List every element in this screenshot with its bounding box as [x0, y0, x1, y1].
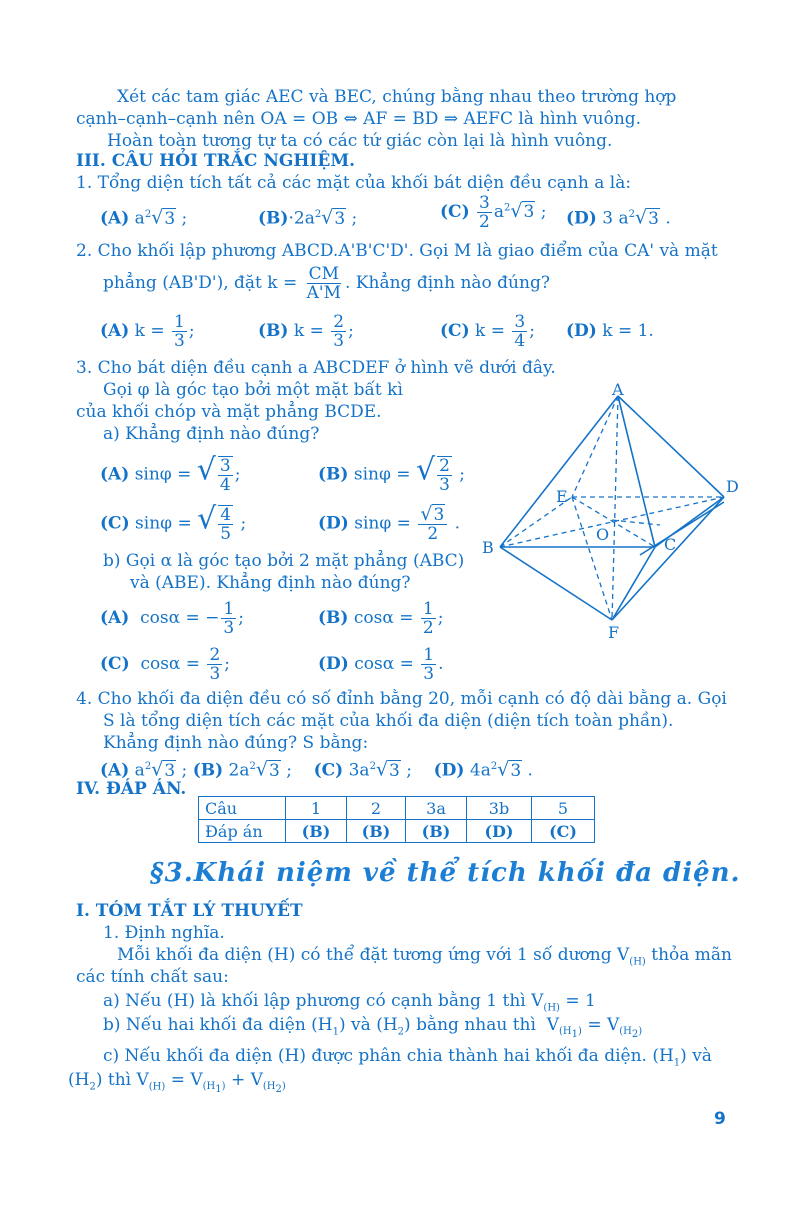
table-cell: (D) [467, 820, 532, 843]
q2-option-a: (A) k = $\frac{1}{3}$ ; [100, 312, 195, 351]
vertex-d-label: D [726, 477, 739, 496]
table-cell: 3b [467, 797, 532, 820]
vertex-c-label: C [664, 535, 677, 554]
property-a-sub: (H) [543, 1002, 560, 1014]
q1-option-c: (C) $\frac{3}{2}$ $a^2√3$ ; [440, 193, 547, 232]
q3-line-3: của khối chóp và mặt phẳng BCDE. [76, 402, 382, 422]
vertex-e-label: E [556, 487, 568, 506]
q3b-d-cos: cosα = [354, 654, 414, 674]
q2-option-b: (B) k = $\frac{2}{3}$ ; [258, 312, 354, 351]
property-b: b) Nếu hai khối đa diện $(H_1)$ và $(H_2)$ bằng nhau thì $V_{(H_1)} = V_{(H_2)}$ [103, 1015, 643, 1041]
page-number: 9 [714, 1109, 726, 1129]
table-cell: 3a [406, 797, 467, 820]
table-cell: (B) [347, 820, 406, 843]
q4-line-2: S là tổng diện tích các mặt của khối đa diện (diện tích toàn phần). [103, 711, 674, 731]
table-cell: Đáp án [199, 820, 286, 843]
q3b-option-c: (C) cosα = $\frac{2}{3}$ ; [100, 645, 231, 684]
vertex-a-label: A [612, 380, 624, 399]
section-4-heading: IV. ĐÁP ÁN. [76, 779, 187, 799]
q2-d-label: (D) [566, 321, 597, 341]
intro-line-1: Xét các tam giác AEC và BEC, chúng bằng nhau theo trường hợp [117, 87, 677, 107]
q3b-line-2: và (ABE). Khẳng định nào đúng? [130, 573, 411, 593]
table-cell: Câu [199, 797, 286, 820]
q4-line-3: Khẳng định nào đúng? S bằng: [103, 733, 369, 753]
q3b-stem: b) Gọi α là góc tạo bởi 2 mặt phẳng (ABC) [103, 551, 465, 571]
answer-table-header [199, 797, 595, 820]
definition-heading: 1. Định nghĩa. [103, 923, 225, 943]
intro-line-2: cạnh–cạnh–cạnh nên OA = OB ⇔ AF = BD ⇒ AEFC là hình vuông. [76, 109, 642, 129]
q1-b-label: (B) [258, 208, 289, 229]
q3a-option-a: (A) sinφ = √ $\frac{3}{4}$ ; [100, 452, 241, 495]
table-cell: (C) [532, 820, 595, 843]
property-c-line-1: c) Nếu khối đa diện (H) được phân chia thành hai khối đa diện. $(H_1)$ và [103, 1046, 712, 1069]
property-c-text: c) Nếu khối đa diện (H) được phân chia thành hai khối đa diện. (H [103, 1046, 674, 1066]
q3a-option-c: (C) sinφ = √ $\frac{4}{5}$ ; [100, 501, 247, 544]
theory-line-1-text: Mỗi khối đa diện (H) có thể đặt tương ứng với 1 số dương V [117, 945, 630, 965]
answer-table [198, 796, 595, 843]
q4-options: (A) $a^2√3$ ; (B) $2a^2√3$ ; (C) $3a^2√3$ ; (D) $4a^2√3$ . [100, 758, 533, 781]
table-cell: (B) [406, 820, 467, 843]
q3a-b-sin: sinφ = [353, 464, 411, 485]
q3a-option-b: (B) sinφ = √ $\frac{2}{3}$ ; [318, 452, 466, 495]
q3a-stem: a) Khẳng định nào đúng? [103, 424, 320, 444]
q1-a-label: (A) [100, 208, 130, 229]
q3a-c-sin: sinφ = [135, 513, 192, 534]
q3a-d-sin: sinφ = [354, 513, 411, 534]
table-cell: 2 [347, 797, 406, 820]
vertex-o-label: O [596, 525, 610, 544]
q3-line-2: Gọi φ là góc tạo bởi một mặt bất kì [103, 380, 403, 400]
q2-option-d: (D) k = 1. [566, 321, 654, 341]
property-c-line-2: $(H_2)$ thì $V_{(H)} = V_{(H_1)} + V_{(H_2)}$ [68, 1070, 286, 1096]
table-cell: (B) [286, 820, 347, 843]
property-b-post: ) bằng nhau thì [404, 1015, 536, 1035]
q3b-a-cos: cosα = [140, 608, 200, 628]
property-b-mid: ) và (H [339, 1015, 398, 1035]
q2-b-label: (B) [258, 321, 289, 341]
q3b-option-b: (B) cosα = $\frac{1}{2}$ ; [318, 599, 444, 638]
q1-option-b: $(B)\cdot 2a^2√3$ ; [258, 206, 358, 229]
q1-option-a: (A) $a^2√3$ ; [100, 206, 188, 229]
q2-stem: 2. Cho khối lập phương ABCD.A'B'C'D'. Gọi M là giao điểm của CA' và mặt [76, 241, 718, 261]
property-b-pre: b) Nếu hai khối đa diện (H [103, 1015, 333, 1035]
q2-line2-pre: phẳng (AB'D'), đặt k = [103, 273, 298, 293]
theory-heading: I. TÓM TẮT LÝ THUYẾT [76, 901, 303, 921]
q1-c-label: (C) [440, 202, 470, 222]
q1-d-label: (D) [566, 208, 597, 229]
property-c-post: ) và [680, 1046, 712, 1066]
vertex-b-label: B [482, 538, 494, 557]
theory-line-2: các tính chất sau: [76, 967, 229, 987]
property-c2-pre: (H [68, 1070, 90, 1090]
q1-stem: 1. Tổng diện tích tất cả các mặt của khối bát diện đều cạnh a là: [76, 173, 632, 193]
q3a-option-d: (D) sinφ = $\frac{√3}{2}$ . [318, 503, 461, 544]
q2-option-c: (C) k = $\frac{3}{4}$ ; [440, 312, 535, 351]
q2-a-label: (A) [100, 321, 130, 341]
q2-line2-post: . Khẳng định nào đúng? [345, 273, 550, 293]
q3b-c-cos: cosα = [140, 654, 201, 674]
q3b-b-cos: cosα = [353, 608, 414, 628]
theory-line-1-sub: (H) [629, 956, 646, 968]
q3a-a-sin: sinφ = [134, 464, 192, 485]
q4-line-1: 4. Cho khối đa diện đều có số đỉnh bằng 20, mỗi cạnh có độ dài bằng a. Gọi [76, 689, 727, 709]
table-cell: 1 [286, 797, 347, 820]
section-3-heading: III. CÂU HỎI TRẮC NGHIỆM. [76, 151, 356, 171]
answer-table-row [199, 820, 595, 843]
q1-option-d: (D) 3 $a^2√3$ . [566, 206, 671, 229]
vertex-f-label: F [608, 623, 620, 642]
property-a-post: = 1 [559, 991, 596, 1011]
q2-frac-num: CM [308, 264, 340, 284]
theory-line-1-post: thỏa mãn [645, 945, 732, 965]
q3-stem: 3. Cho bát diện đều cạnh a ABCDEF ở hình vẽ dưới đây. [76, 358, 556, 378]
table-cell: 5 [532, 797, 595, 820]
q2-frac-den: A'M [306, 283, 341, 303]
q2-c-label: (C) [440, 321, 470, 341]
chapter-title: §3.Khái niệm về thể tích khối đa diện. [150, 858, 741, 888]
property-c2-mid: ) thì V [95, 1070, 149, 1090]
q3b-option-d: (D) cosα = $\frac{1}{3}$ . [318, 645, 444, 684]
intro-line-3: Hoàn toàn tương tự ta có các tứ giác còn lại là hình vuông. [107, 131, 613, 151]
property-a-text: a) Nếu (H) là khối lập phương có cạnh bằng 1 thì V [103, 991, 544, 1011]
q3b-option-a: (A) cosα = − $\frac{1}{3}$ ; [100, 599, 244, 638]
